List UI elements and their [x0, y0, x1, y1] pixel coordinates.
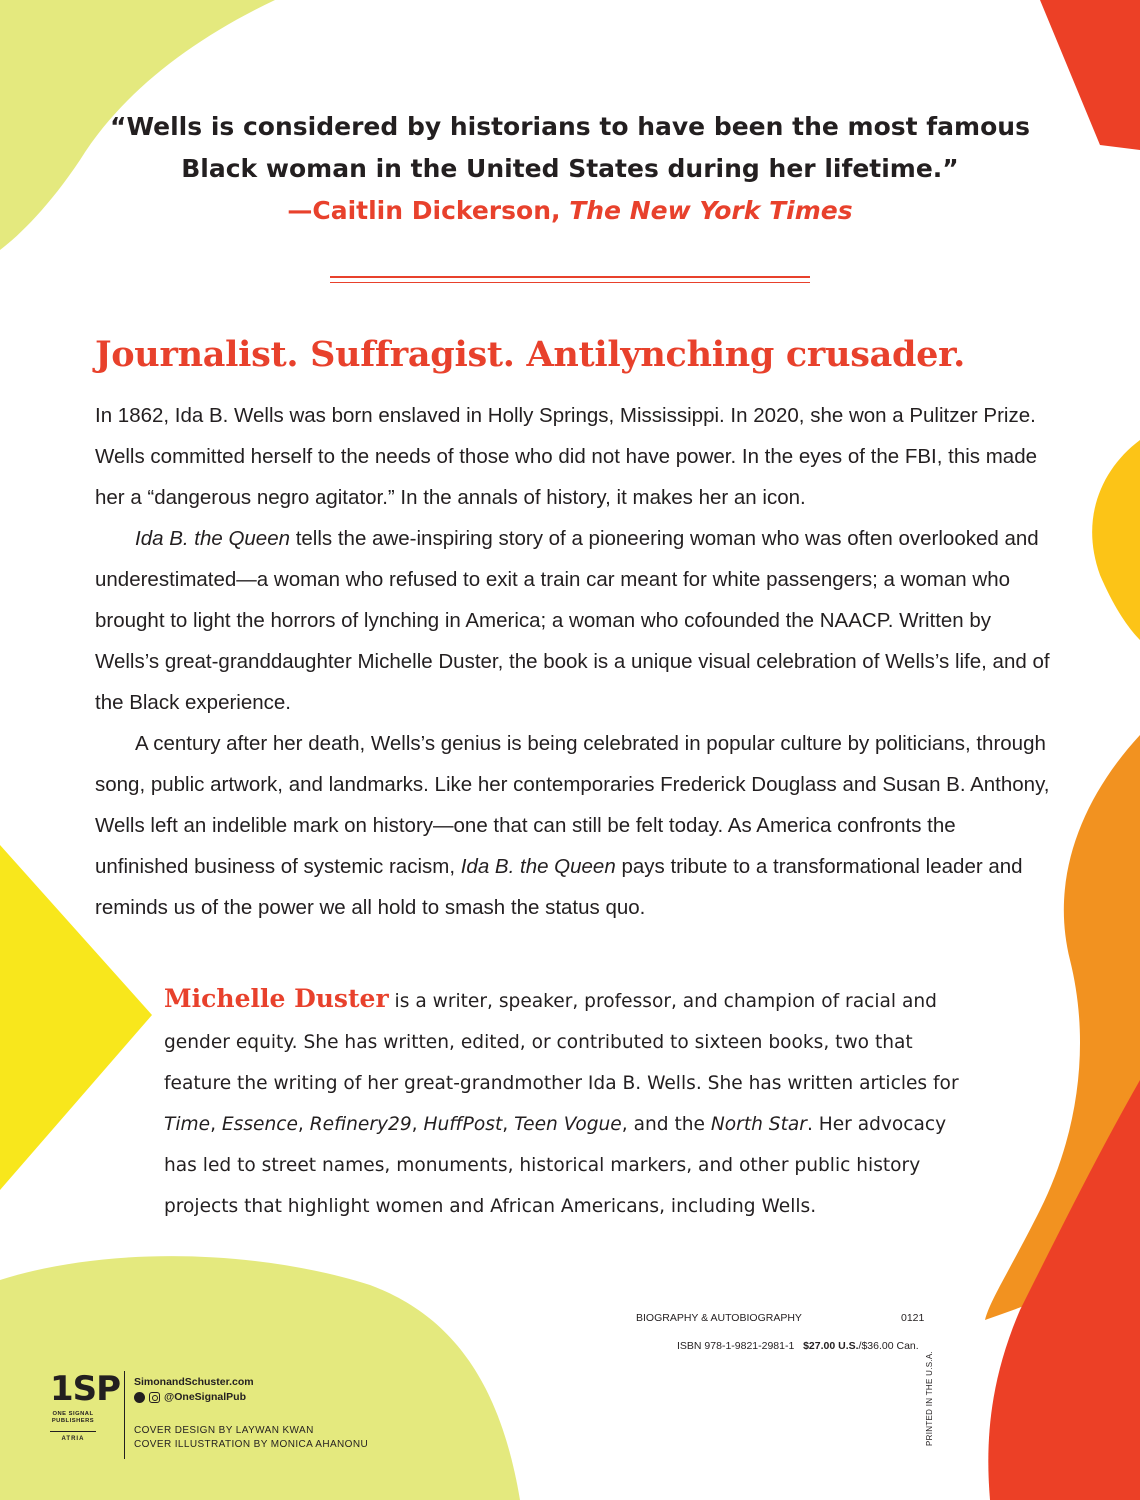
description-paragraph-2: [95, 518, 1053, 723]
twitter-icon: [134, 1392, 145, 1403]
book-title: Ida B. the Queen: [460, 855, 616, 878]
quote-line-1: “Wells is considered by historians to have been the most famous: [110, 112, 1030, 141]
imprint-divider: [124, 1371, 125, 1459]
double-rule-divider: [330, 276, 810, 285]
description-paragraph-3-text-a: A century after her death, Wells’s genius is being celebrated in popular culture by politicians, through song, public artwork, and landmarks. Like her contemporaries Frederick Douglass and Susan B. Anthony, Wells left an indelible mark on history—one that can still be felt today. As America confronts the unfinished business of systemic racism,: [95, 732, 1050, 878]
price-can: /$36.00 Can.: [858, 1340, 919, 1352]
headline: Journalist. Suffragist. Antilynching crusader.: [95, 334, 965, 375]
imprint-name: ATRIA: [50, 1431, 96, 1442]
review-quote: [60, 106, 1080, 232]
publication-name: HuffPost: [423, 1114, 503, 1135]
publisher-imprint: [50, 1369, 121, 1463]
quote-source: The New York Times: [569, 196, 853, 225]
description-paragraph-3-text-b: pays tribute to a transformational leader and reminds us of the power we all hold to smash the status quo.: [95, 855, 1023, 919]
publication-name: Refinery29: [309, 1114, 412, 1135]
social-handle: @OneSignalPub: [164, 1391, 246, 1403]
author-name: Michelle Duster: [164, 984, 389, 1013]
description-paragraph-2-text: tells the awe-inspiring story of a pioneering woman who was often overlooked and underestimated—a woman who refused to exit a train car meant for white passengers; a woman who brought to light the horrors of lynching in America; a woman who cofounded the NAACP. Written by Wells’s great-granddaughter Michelle Duster, the book is a unique visual celebration of Wells’s life, and of the Black experience.: [95, 527, 1050, 714]
publication-name: Teen Vogue: [514, 1114, 622, 1135]
quote-author: —Caitlin Dickerson,: [287, 196, 570, 225]
social-handle-row: [134, 1391, 246, 1403]
book-description: [95, 395, 1053, 928]
cover-design-credit: COVER DESIGN BY LAYWAN KWAN: [134, 1425, 314, 1436]
publication-name: North Star: [710, 1114, 807, 1135]
author-bio: Michelle Duster is a writer, speaker, professor, and champion of racial and gender equity. She has written, edited, or contributed to sixteen books, two that feature the writing of her great-grandmother Ida B. Wells. She has written articles for Time, Essence, Refinery29, HuffPost, Teen Vogue, and the North Star. Her advocacy has led to street names, monuments, historical markers, and other public history projects that highlight women and African Americans, including Wells.: [164, 984, 959, 1217]
category-label: BIOGRAPHY & AUTOBIOGRAPHY: [636, 1312, 802, 1324]
isbn: ISBN 978-1-9821-2981-1: [677, 1340, 795, 1352]
category-code: 0121: [901, 1312, 925, 1324]
book-title: Ida B. the Queen: [135, 527, 291, 550]
price-us: $27.00 U.S.: [803, 1340, 859, 1352]
cover-credits: [134, 1424, 368, 1452]
description-paragraph-3: [95, 723, 1053, 928]
publication-name: Time: [164, 1114, 211, 1135]
printed-in-usa: PRINTED IN THE U.S.A.: [925, 1350, 934, 1446]
one-signal-logo: 1SP: [50, 1369, 121, 1409]
isbn-price: [677, 1340, 919, 1352]
description-paragraph-1: In 1862, Ida B. Wells was born enslaved in Holly Springs, Mississippi. In 2020, she won a Pulitzer Prize. Wells committed herself to the needs of those who did not have power. In the eyes of the FBI, this made her a “dangerous negro agitator.” In the annals of history, it makes her an icon.: [95, 404, 1037, 509]
bio-text-3: . Her advocacy has led to street names, monuments, historical markers, and other public history projects that highlight women and African Americans, including Wells.: [164, 1114, 947, 1217]
quote-attribution: [60, 190, 1080, 232]
publisher-name: ONE SIGNAL PUBLISHERS: [51, 1411, 95, 1424]
website: SimonandSchuster.com: [134, 1376, 254, 1388]
bio-text-1: is a writer, speaker, professor, and champion of racial and gender equity. She has written, edited, or contributed to sixteen books, two that feature the writing of her great-grandmother Ida B. Wells. She has written articles for: [164, 991, 959, 1094]
quote-line-2: Black woman in the United States during her lifetime.”: [181, 154, 959, 183]
cover-illustration-credit: COVER ILLUSTRATION BY MONICA AHANONU: [134, 1439, 369, 1450]
instagram-icon: [149, 1392, 160, 1403]
bio-text-2: , and the: [621, 1114, 711, 1135]
publication-name: Essence: [221, 1114, 298, 1135]
